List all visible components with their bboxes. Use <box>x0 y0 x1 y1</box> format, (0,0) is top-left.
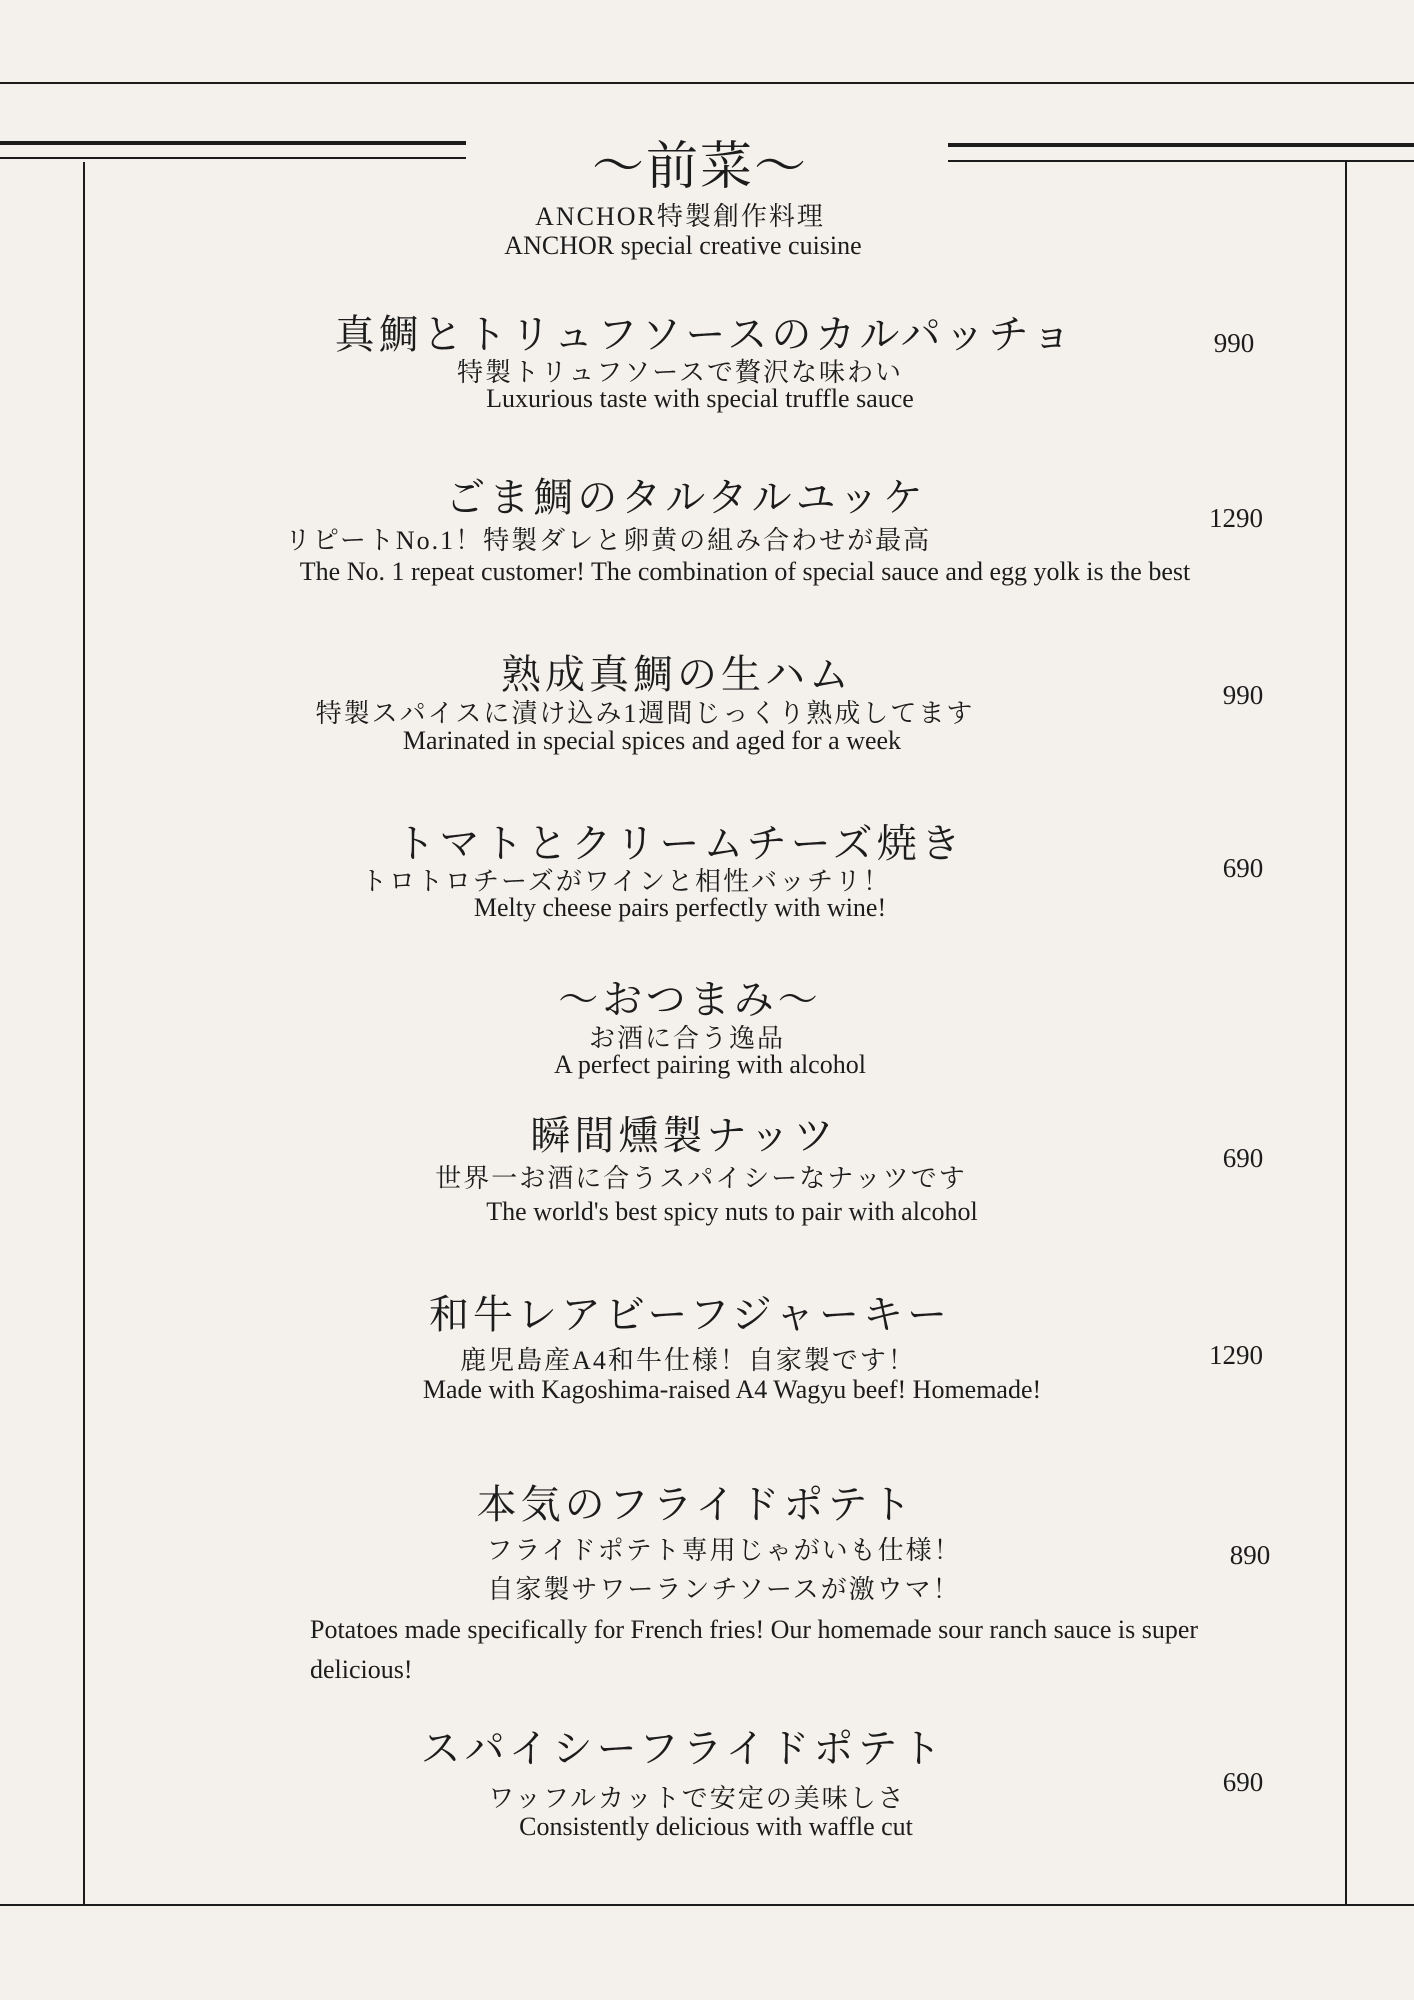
menu-item-desc-jp: ワッフルカットで安定の美味しさ <box>488 1784 906 1813</box>
menu-item-desc-jp: 鹿児島産A4和牛仕様！自家製です！ <box>460 1346 916 1375</box>
menu-item-name: スパイシーフライドポテト <box>420 1726 946 1771</box>
menu-item-desc-en: The No. 1 repeat customer! The combination of special sauce and egg yolk is the best <box>299 557 1191 586</box>
bottom-border-line <box>0 1904 1414 1906</box>
menu-item-name: 熟成真鯛の生ハム <box>501 652 853 697</box>
menu-item-desc-jp: 特製トリュフソースで贅沢な味わい <box>457 358 903 387</box>
top-border-line <box>0 82 1414 84</box>
menu-item-price: 690 <box>1222 853 1264 883</box>
section-subtitle-jp: ANCHOR特製創作料理 <box>535 202 825 231</box>
menu-item-desc-en: Melty cheese pairs perfectly with wine! <box>473 893 887 922</box>
menu-item-price: 990 <box>1213 328 1255 358</box>
menu-item-name: トマトとクリームチーズ焼き <box>395 821 965 866</box>
menu-item-name: 真鯛とトリュフソースのカルパッチョ <box>334 312 1076 357</box>
menu-item-price: 690 <box>1222 1767 1264 1797</box>
header-rule-left-thin <box>0 157 466 159</box>
menu-item-price: 1290 <box>1209 1340 1263 1370</box>
menu-item-name: 和牛レアビーフジャーキー <box>429 1292 951 1337</box>
menu-item-desc-jp: フライドポテト専用じゃがいも仕様！ <box>486 1536 962 1565</box>
menu-item-desc-jp: トロトロチーズがワインと相性バッチリ！ <box>361 867 891 896</box>
section-subtitle-en: ANCHOR special creative cuisine <box>504 231 862 260</box>
menu-item-price: 990 <box>1222 680 1264 710</box>
menu-item-name: 本気のフライドポテト <box>476 1482 916 1527</box>
menu-item-price: 1290 <box>1209 503 1263 533</box>
header-rule-right-thick <box>948 143 1414 147</box>
menu-item-desc-jp: 特製スパイスに漬け込み1週間じっくり熟成してます <box>315 699 975 728</box>
right-frame-line <box>1345 162 1347 1904</box>
menu-item-desc-en: Marinated in special spices and aged for a week <box>402 726 902 755</box>
section-title-appetizers: ～前菜～ <box>591 139 809 196</box>
menu-item-desc-en: The world's best spicy nuts to pair with alcohol <box>486 1197 978 1226</box>
menu-item-desc-jp: リピートNo.1！特製ダレと卵黄の組み合わせが最高 <box>284 526 932 555</box>
menu-item-desc-en: Luxurious taste with special truffle sauce <box>486 384 914 413</box>
header-rule-left-thick <box>0 141 466 145</box>
menu-item-price: 690 <box>1222 1143 1264 1173</box>
section-title-snacks: ～おつまみ～ <box>558 977 822 1022</box>
left-frame-line <box>83 162 85 1904</box>
menu-item-price: 890 <box>1229 1540 1271 1570</box>
menu-item-desc-en: Consistently delicious with waffle cut <box>519 1812 913 1841</box>
menu-item-desc-en: Made with Kagoshima-raised A4 Wagyu beef! Homemade! <box>422 1375 1042 1404</box>
menu-item-desc-jp: 世界一お酒に合うスパイシーなナッツです <box>435 1164 967 1193</box>
section-subtitle-en: A perfect pairing with alcohol <box>554 1050 866 1079</box>
menu-item-name: 瞬間燻製ナッツ <box>530 1113 838 1158</box>
menu-item-desc-jp-line2: 自家製サワーランチソースが激ウマ！ <box>487 1575 961 1604</box>
section-subtitle-jp: お酒に合う逸品 <box>588 1024 786 1053</box>
menu-item-name: ごま鯛のタルタルユッケ <box>445 475 927 520</box>
menu-item-desc-en: Potatoes made specifically for French fries! Our homemade sour ranch sauce is super delicious! <box>310 1615 1199 1684</box>
